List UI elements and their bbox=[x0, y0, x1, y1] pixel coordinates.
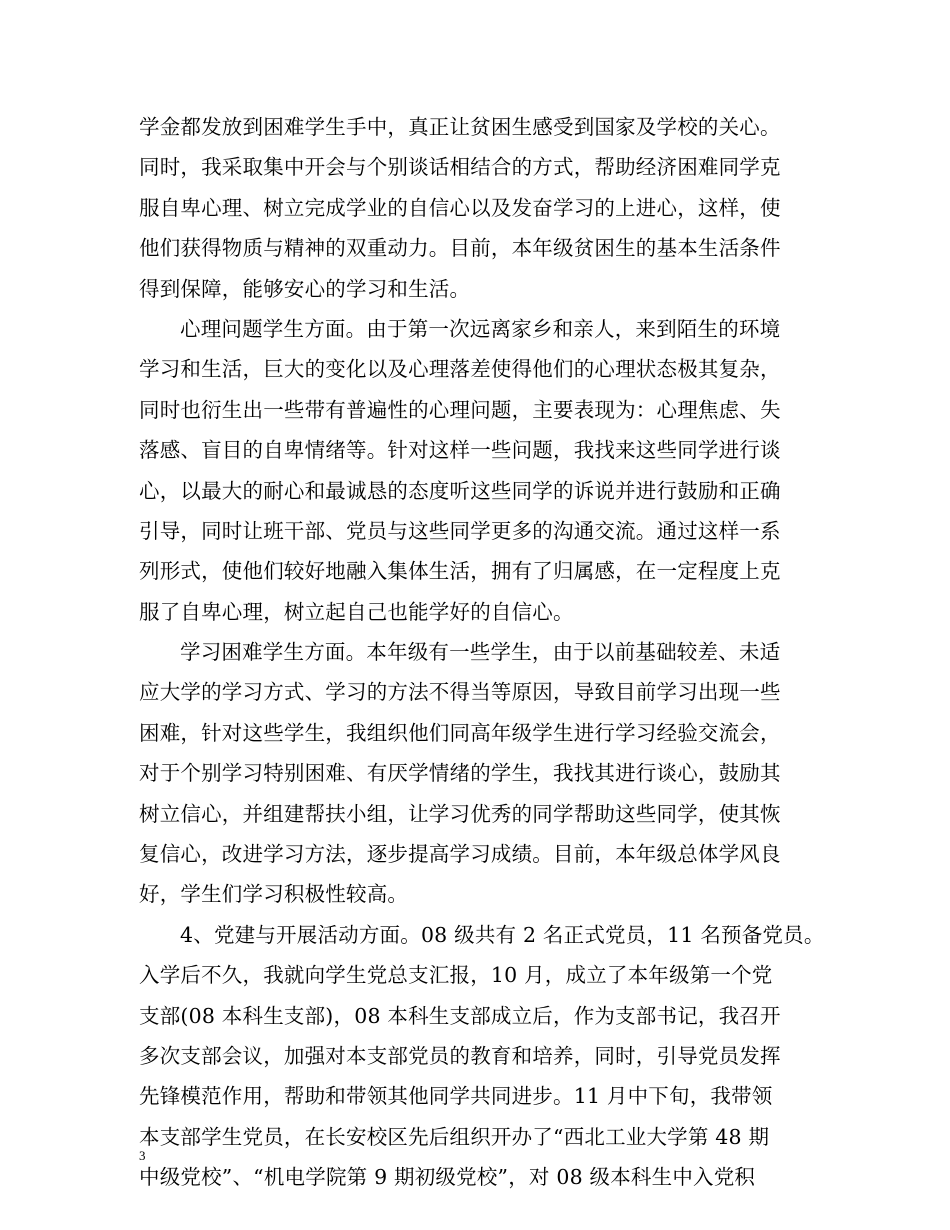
text-line: 同时，我采取集中开会与个别谈话相结合的方式，帮助经济困难同学克 bbox=[139, 155, 781, 180]
text-line: 复信心，改进学习方法，逐步提高学习成绩。目前，本年级总体学风良 bbox=[139, 842, 781, 867]
text-line: 学金都发放到困难学生手中，真正让贫困生感受到国家及学校的关心。 bbox=[139, 115, 781, 139]
text-line: 困难，针对这些学生，我组织他们同高年级学生进行学习经验交流会， bbox=[139, 720, 781, 745]
page-number: 3 bbox=[139, 1148, 146, 1163]
text-line: 对于个别学习特别困难、有厌学情绪的学生，我找其进行谈心，鼓励其 bbox=[139, 761, 781, 786]
text-line: 好，学生们学习积极性较高。 bbox=[139, 882, 409, 907]
text-line: 学习困难学生方面。本年级有一些学生，由于以前基础较差、未适 bbox=[180, 640, 781, 665]
text-line: 多次支部会议，加强对本支部党员的教育和培养，同时，引导党员发挥 bbox=[139, 1043, 781, 1068]
text-line: 服了自卑心理，树立起自己也能学好的自信心。 bbox=[139, 599, 574, 624]
text-line: 心，以最大的耐心和最诚恳的态度听这些同学的诉说并进行鼓励和正确 bbox=[139, 478, 781, 503]
text-line: 引导，同时让班干部、党员与这些同学更多的沟通交流。通过这样一系 bbox=[139, 518, 781, 543]
text-line: 树立信心，并组建帮扶小组，让学习优秀的同学帮助这些同学，使其恢 bbox=[139, 801, 781, 826]
text-line: 列形式，使他们较好地融入集体生活，拥有了归属感，在一定程度上克 bbox=[139, 559, 781, 584]
text-line: 入学后不久，我就向学生党总支汇报，10 月，成立了本年级第一个党 bbox=[139, 963, 773, 988]
text-line: 学习和生活，巨大的变化以及心理落差使得他们的心理状态极其复杂， bbox=[139, 357, 781, 382]
text-line: 心理问题学生方面。由于第一次远离家乡和亲人，来到陌生的环境 bbox=[180, 316, 781, 341]
text-line: 支部(08 本科生支部)，08 本科生支部成立后，作为支部书记，我召开 bbox=[139, 1003, 781, 1028]
text-line: 应大学的学习方式、学习的方法不得当等原因，导致目前学习出现一些 bbox=[139, 680, 781, 705]
document-body bbox=[139, 107, 839, 1198]
text-line: 同时也衍生出一些带有普遍性的心理问题，主要表现为：心理焦虑、失 bbox=[139, 397, 781, 422]
text-line: 落感、盲目的自卑情绪等。针对这样一些问题，我找来这些同学进行谈 bbox=[139, 438, 781, 463]
text-line: 中级党校”、“机电学院第 9 期初级党校”，对 08 级本科生中入党积 bbox=[139, 1165, 756, 1190]
text-line: 得到保障，能够安心的学习和生活。 bbox=[139, 276, 471, 301]
text-line: 他们获得物质与精神的双重动力。目前，本年级贫困生的基本生活条件 bbox=[139, 236, 781, 261]
text-line: 4、党建与开展活动方面。08 级共有 2 名正式党员，11 名预备党员。 bbox=[180, 922, 825, 947]
text-line: 服自卑心理、树立完成学业的自信心以及发奋学习的上进心，这样，使 bbox=[139, 195, 781, 220]
text-line: 先锋模范作用，帮助和带领其他同学共同进步。11 月中下旬，我带领 bbox=[139, 1084, 773, 1109]
text-line: 本支部学生党员，在长安校区先后组织开办了“西北工业大学第 48 期 bbox=[139, 1124, 770, 1149]
